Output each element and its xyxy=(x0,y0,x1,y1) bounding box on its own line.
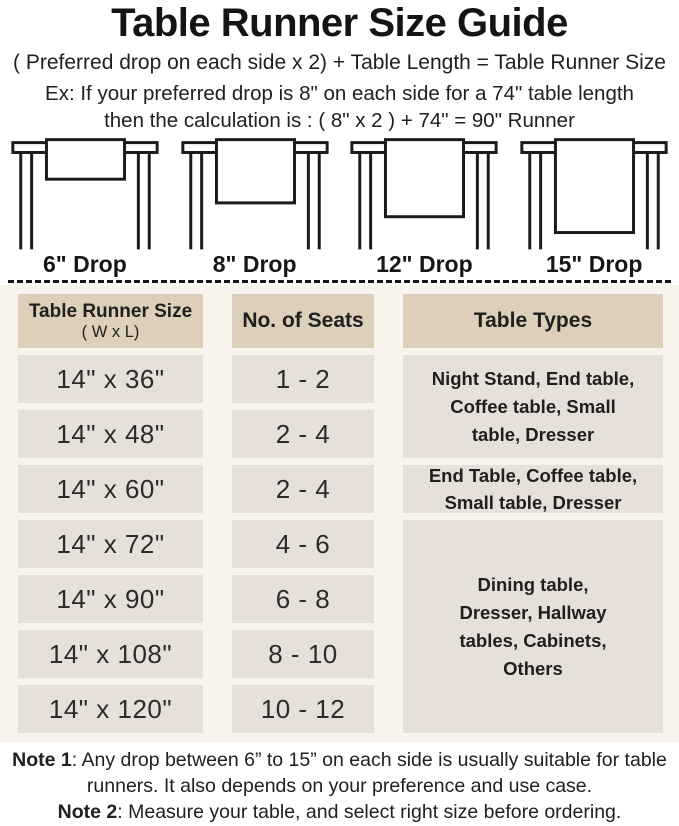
drop-diagram-6in xyxy=(0,137,170,250)
size-cell: 14" x 60" xyxy=(18,465,203,513)
example-line-2: then the calculation is : ( 8" x 2 ) + 74" = 90" Runner xyxy=(104,109,575,133)
seats-cell: 1 - 2 xyxy=(232,355,374,403)
drop-diagram-12in xyxy=(340,137,510,250)
column-header-runner-size: Table Runner Size ( W x L) xyxy=(18,294,203,348)
size-cell: 14" x 36" xyxy=(18,355,203,403)
seats-cell: 2 - 4 xyxy=(232,410,374,458)
runner-overhang xyxy=(556,140,634,233)
drop-label-row xyxy=(0,250,679,278)
drop-diagram-15in xyxy=(509,137,679,250)
size-cell: 14" x 90" xyxy=(18,575,203,623)
size-cell: 14" x 72" xyxy=(18,520,203,568)
page-title: Table Runner Size Guide xyxy=(111,1,568,45)
drop-label-12in: 12" Drop xyxy=(376,250,473,277)
seats-cell: 6 - 8 xyxy=(232,575,374,623)
table-types-cell: Dining table, Dresser, Hallway tables, Cabinets, Others xyxy=(403,520,663,733)
drop-diagram-8in xyxy=(170,137,340,250)
table-side-view-icon xyxy=(1,137,169,250)
size-cell: 14" x 108" xyxy=(18,630,203,678)
footnotes xyxy=(0,748,679,826)
table-side-view-icon xyxy=(171,137,339,250)
table-side-view-icon xyxy=(340,137,508,250)
column-header-seats: No. of Seats xyxy=(232,294,374,348)
seats-cell: 10 - 12 xyxy=(232,685,374,733)
table-types-cell: Night Stand, End table, Coffee table, Small table, Dresser xyxy=(403,355,663,458)
table-types-cell: End Table, Coffee table, Small table, Dresser xyxy=(403,465,663,513)
runner-overhang xyxy=(386,140,464,217)
column-header-table-types: Table Types xyxy=(403,294,663,348)
note-1: Note 1: Any drop between 6” to 15” on each side is usually suitable for table runners. It also depends on your preference and use case. xyxy=(12,749,667,798)
drop-diagram-row xyxy=(0,137,679,250)
drop-label-8in: 8" Drop xyxy=(212,250,297,277)
drop-label-6in: 6" Drop xyxy=(43,250,127,277)
drop-label-15in: 15" Drop xyxy=(545,250,643,277)
runner-overhang xyxy=(46,140,124,180)
note-2: Note 2: Measure your table, and select right size before ordering. xyxy=(57,801,622,824)
size-cell: 14" x 120" xyxy=(18,685,203,733)
seats-cell: 8 - 10 xyxy=(232,630,374,678)
seats-cell: 2 - 4 xyxy=(232,465,374,513)
size-table xyxy=(18,294,663,733)
example-line-1: Ex: If your preferred drop is 8" on each side for a 74" table length xyxy=(45,82,634,106)
size-table-section xyxy=(0,285,679,742)
formula-text: ( Preferred drop on each side x 2) + Table Length = Table Runner Size xyxy=(13,51,666,75)
dashed-divider xyxy=(8,280,671,283)
size-cell: 14" x 48" xyxy=(18,410,203,458)
runner-overhang xyxy=(216,140,294,203)
seats-cell: 4 - 6 xyxy=(232,520,374,568)
table-side-view-icon xyxy=(510,137,678,250)
